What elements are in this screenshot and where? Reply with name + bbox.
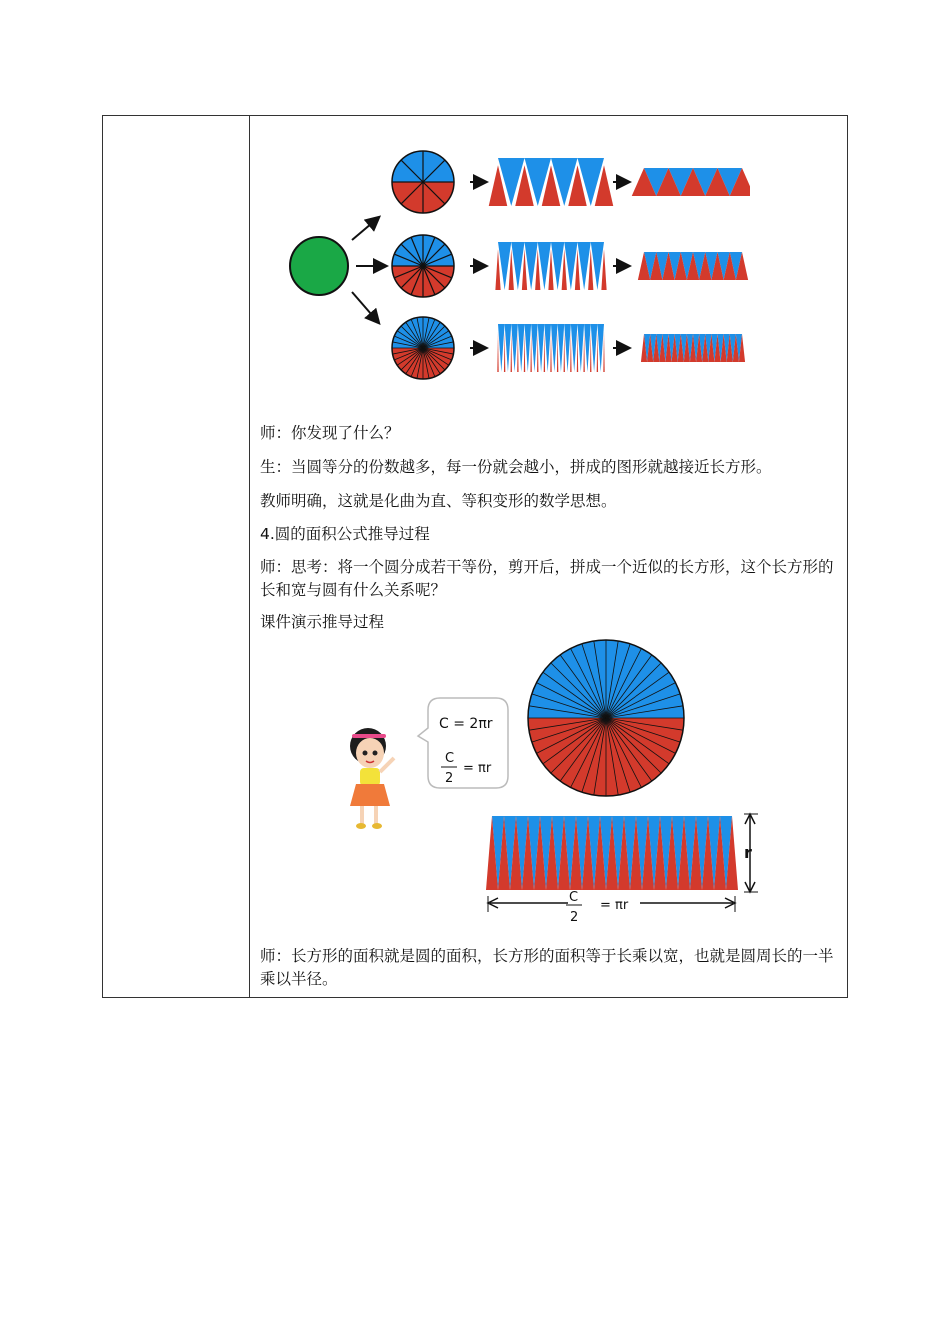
length-fraction-result: = πr <box>600 898 629 913</box>
compact-strip-3 <box>641 334 745 362</box>
divided-circle-1 <box>392 151 454 213</box>
content-cell <box>250 116 847 997</box>
girl-illustration <box>350 728 394 829</box>
green-circle <box>290 237 348 295</box>
area-derivation-diagram <box>340 638 760 938</box>
length-fraction-denominator: 2 <box>570 910 579 925</box>
bubble-fraction-denominator: 2 <box>445 771 454 786</box>
big-circle-sectors <box>528 640 684 796</box>
courseware-note: 课件演示推导过程 <box>260 613 385 631</box>
arrow-up <box>352 218 378 240</box>
rearranged-rectangle <box>486 816 738 890</box>
section-heading: 4.圆的面积公式推导过程 <box>260 525 430 543</box>
compact-strip-2 <box>638 252 748 280</box>
dialog-student-answer: 生：当圆等分的份数越多，每一份就会越小，拼成的图形就越接近长方形。 <box>260 458 772 476</box>
arrow-down <box>352 292 378 322</box>
divided-circle-3 <box>392 317 454 379</box>
spread-strip-2 <box>495 242 606 290</box>
dialog-teacher-question: 师：你发现了什么？ <box>260 424 400 442</box>
lesson-table <box>102 115 848 998</box>
bubble-fraction-numerator: C <box>445 751 455 766</box>
speech-bubble <box>418 698 508 788</box>
bubble-fraction-result: = πr <box>463 761 492 776</box>
length-fraction-numerator: C <box>569 890 579 905</box>
divided-circle <box>528 640 684 796</box>
compact-strip-1 <box>632 168 750 196</box>
teacher-prompt: 师：思考：将一个圆分成若干等份，剪开后，拼成一个近似的长方形，这个长方形的长和宽与圆有什么关系呢？ <box>260 558 834 599</box>
circle-division-diagram <box>280 138 750 388</box>
divided-circle-2 <box>392 235 454 297</box>
spread-strip-3 <box>497 324 604 372</box>
bubble-formula-circumference: C = 2πr <box>439 716 493 732</box>
teacher-conclusion: 教师明确，这就是化曲为直、等积变形的数学思想。 <box>260 492 617 510</box>
radius-label: r <box>744 843 752 862</box>
teacher-summary: 师：长方形的面积就是圆的面积，长方形的面积等于长乘以宽，也就是圆周长的一半乘以半径。 <box>260 947 834 988</box>
spread-strip-1 <box>489 158 614 206</box>
big-rect-strips <box>486 816 738 890</box>
